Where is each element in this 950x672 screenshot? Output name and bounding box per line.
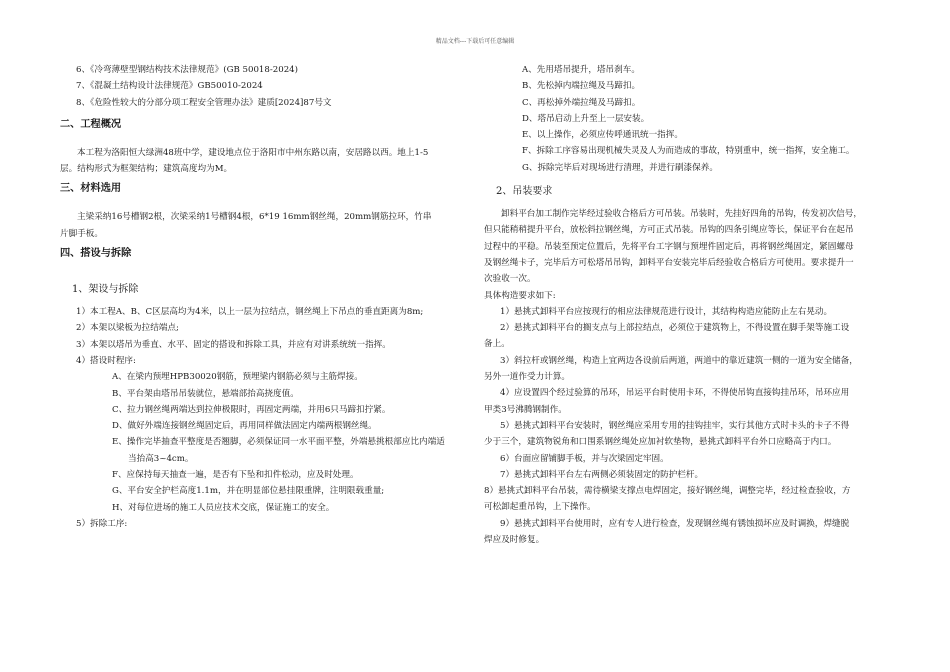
step-item: E、以上操作，必须应传呼通讯统一指挥。 [522,130,683,141]
list-item: 8）悬挑式卸料平台吊装，需待横梁支撑点电焊固定，接好钢丝绳，调整完毕，经过检查验收，方 [484,486,851,497]
overview-paragraph: 本工程为洛阳恒大绿洲48班中学，建设地点位于洛阳市中州东路以南，安居路以西。地上1-5 [77,147,429,158]
step-item: A、先用塔吊提升，塔吊刹车。 [522,65,640,75]
materials-paragraph: 片脚手板。 [60,228,103,239]
list-item: 4）应设置四个经过验算的吊环，吊运平台时使用卡环，不得使吊钩直接钩挂吊环，吊环应用 [500,388,850,399]
list-item: 5）悬挑式卸料平台安装时，钢丝绳应采用专用的挂钩挂牢，实行其他方式时卡头的卡子不得 [500,420,850,431]
step-item: D、塔吊启动上升至上一层安装。 [522,113,650,124]
list-item-continued: 另外一道作受力计算。 [484,372,570,383]
list-item: 4）搭设时程序: [76,355,136,366]
hoisting-paragraph: 卸料平台加工制作完毕经过验收合格后方可吊装。吊装时，先挂好四角的吊钩，传发初次信号， [501,209,862,220]
step-item: F、拆除工序容易出现机械失灵及人为而造成的事故，特别重申，统一指挥，安全施工。 [522,146,855,157]
step-item: A、在梁内预埋HPB30020钢筋，预埋梁内钢筋必须与主筋焊接。 [112,372,363,383]
ref-item: 7、《混凝土结构设计法律规范》GB50010-2024 [76,81,263,92]
subsection-title: 1、架设与拆除 [72,284,139,296]
section-title-materials: 三、材料选用 [60,183,122,195]
list-item: 1）本工程A、B、C区层高均为4米，以上一层为拉结点，钢丝绳上下吊点的垂直距离为8m; [76,307,424,318]
section-title-erection: 四、搭设与拆除 [60,248,132,260]
list-item: 6）台面应留铺脚手板，并与次梁固定牢固。 [500,453,669,464]
step-item: B、平台架由塔吊吊装就位，悬端部抬高挠度值。 [112,388,299,399]
section-title-project-overview: 二、工程概况 [60,118,122,130]
ref-item: 6、《冷弯薄壁型钢结构技术法律规范》(GB 50018-2024) [76,65,298,75]
step-item: C、再松掉外端拉绳及马蹄扣。 [522,97,641,108]
list-item: 9）悬挑式卸料平台使用时，应有专人进行检查，发现钢丝绳有锈蚀损坏应及时调换，焊缝脱 [500,518,850,529]
step-item: F、应保持每天抽查一遍，是否有下坠和扣件松动，应及时处理。 [112,470,359,481]
hoisting-paragraph: 但只能稍稍提升平台，放松斜拉钢丝绳，方可正式吊装。吊钩的四条引绳应等长，保证平台在起吊 [484,225,854,236]
list-item: 2）本架以梁板为拉结端点; [76,323,179,334]
ref-item: 8、《危险性较大的分部分项工程安全管理办法》建质[2024]87号文 [76,97,332,108]
list-item-continued: 可松卸起重吊钩，上下操作。 [484,502,596,513]
step-item: C、拉力钢丝绳两端达到拉伸极限时，再固定两端，并用6只马蹄扣拧紧。 [112,404,391,415]
step-item: G、拆除完毕后对现场进行清理，并进行刷漆保养。 [522,162,718,173]
step-item: B、先松掉内端拉绳及马蹄扣。 [522,81,641,92]
step-item: H、对每位进场的施工人员应技术交底，保证施工的安全。 [112,502,335,513]
list-item-continued: 甲类3号沸腾钢制作。 [484,404,567,415]
materials-paragraph: 主梁采纳16号槽钢2根，次梁采纳1号槽钢4根，6*19 16mm钢丝绳，20mm钢筋拉环，竹串 [77,212,432,223]
step-item: D、做好外端连接钢丝绳固定后，再用同样做法固定内端两根钢丝绳。 [112,421,377,432]
overview-paragraph: 层。结构形式为框架结构；建筑高度均为M。 [60,164,233,175]
list-item: 7）悬挑式卸料平台左右两侧必须装固定的防护栏杆。 [500,469,704,480]
list-item: 1）悬挑式卸料平台应按现行的相应法律规范进行设计，其结构构造应能防止左右晃动。 [500,306,833,317]
right-column [484,62,906,548]
page-header: 精品文档---下载后可任意编辑 [435,38,515,45]
list-item: 3）本架以塔吊为垂直、水平、固定的搭设和拆除工具，并应有对讲系统统一指挥。 [76,339,391,350]
hoisting-paragraph: 过程中的平稳。吊装至预定位置后，先将平台工字钢与预埋件固定后，再将钢丝绳固定，紧固螺母 [484,241,854,252]
list-item-continued: 备上。 [484,339,510,350]
step-item: E、操作完毕抽查平整度是否翘脚，必须保证同一水平面平整，外端悬挑根部应比内端适 [112,437,445,448]
list-item: 5）拆除工序: [76,518,128,529]
detail-title: 具体构造要求如下: [484,290,556,301]
step-item: G、平台安全护栏高度1.1m，并在明显部位悬挂限重牌，注明限载重量; [112,486,385,497]
step-item-continued: 当抬高3~4cm。 [128,453,194,464]
subsection-title: 2、吊装要求 [496,186,553,198]
hoisting-paragraph: 次验收一次。 [484,274,536,285]
list-item: 3）斜拉杆或钢丝绳，构造上宜两边各设前后两道，两道中的靠近建筑一侧的一道为安全储备， [500,355,858,366]
list-item: 2）悬挑式卸料平台的搁支点与上部拉结点，必须位于建筑物上，不得设置在脚手架等施工设 [500,323,850,334]
hoisting-paragraph: 及钢丝绳卡子，完毕后方可松塔吊吊钩，卸料平台安装完毕后经验收合格后方可使用。要求提升一 [484,257,854,268]
left-column [60,62,472,532]
list-item-continued: 少于三个，建筑物锐角和口围系钢丝绳处应加衬软垫物，悬挑式卸料平台外口应略高于内口。 [484,437,837,448]
list-item-continued: 焊应及时修复。 [484,535,545,546]
